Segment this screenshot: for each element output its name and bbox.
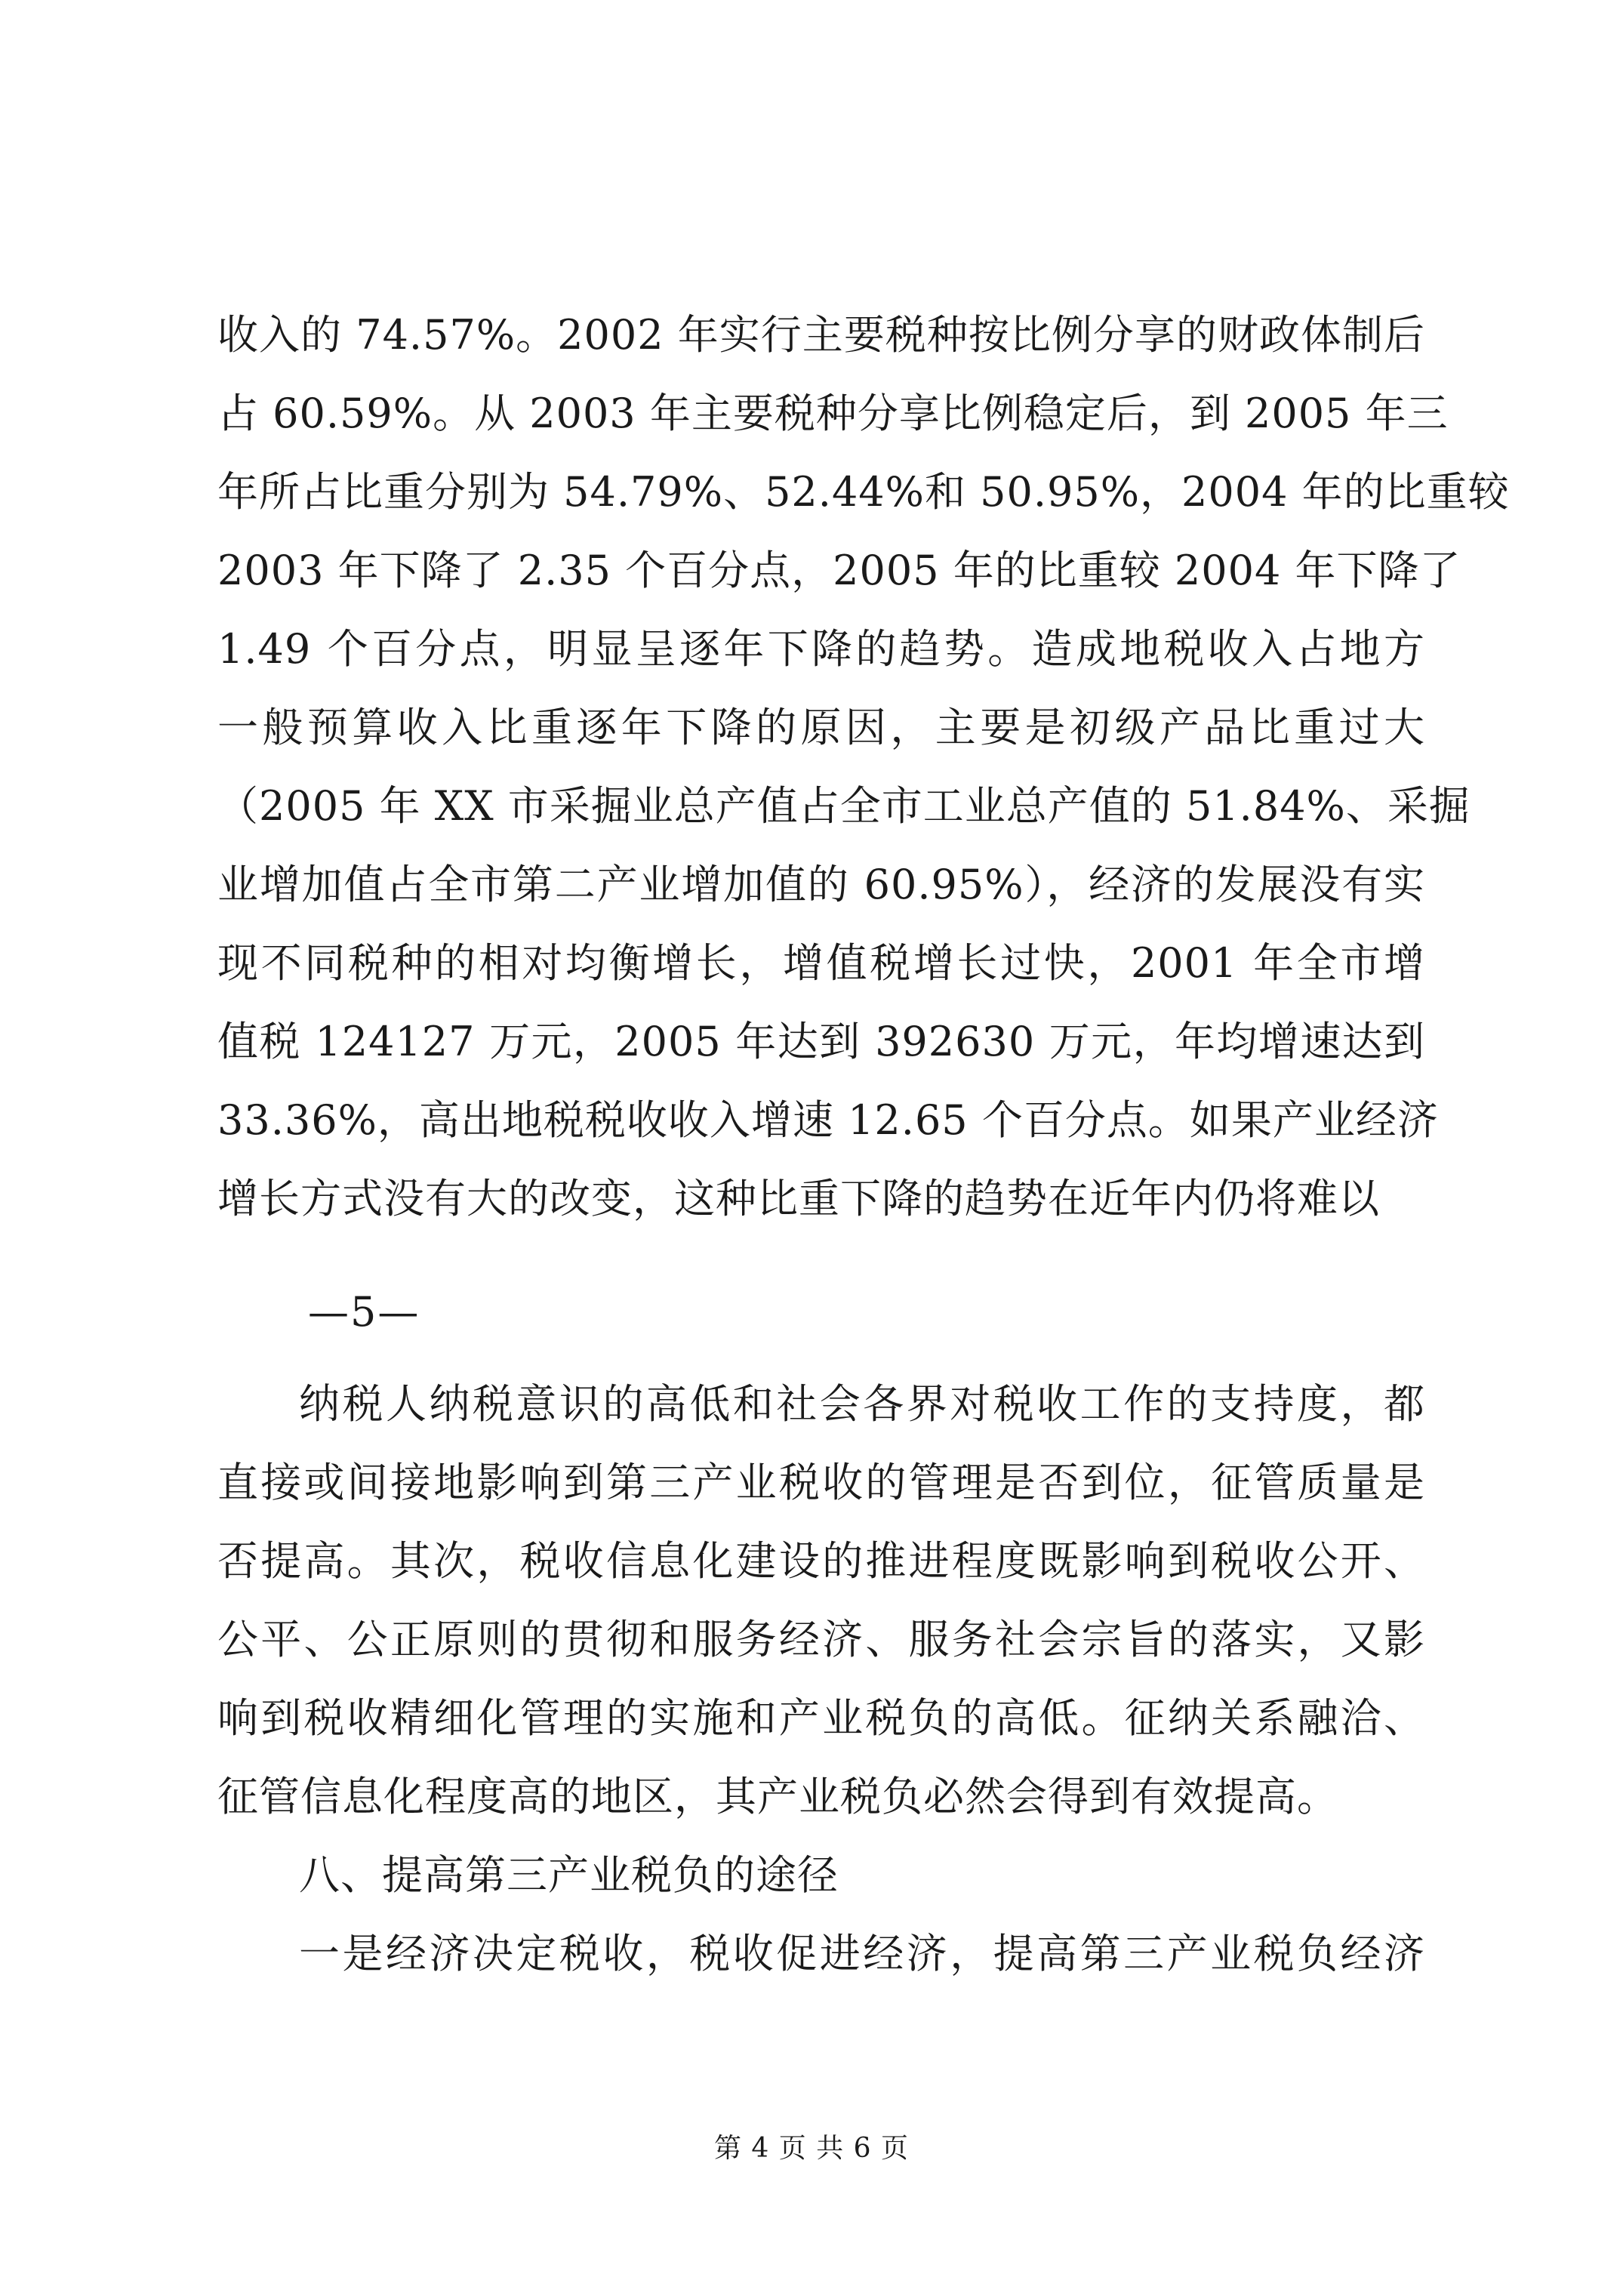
text-line: 33.36%，高出地税税收收入增速 12.65 个百分点。如果产业经济 [217, 1096, 1439, 1144]
text-line: 占 60.59%。从 2003 年主要税种分享比例稳定后，到 2005 年三 [217, 390, 1449, 437]
text-line: （2005 年 XX 市采掘业总产值占全市工业总产值的 51.84%、采掘 [217, 782, 1471, 830]
page-footer: 第 4 页 共 6 页 [713, 2133, 910, 2164]
text-line: 一般预算收入比重逐年下降的原因，主要是初级产品比重过大 [217, 704, 1425, 751]
text-line: 2003 年下降了 2.35 个百分点，2005 年的比重较 2004 年下降了 [217, 547, 1461, 594]
text-line: 响到税收精细化管理的实施和产业税负的高低。征纳关系融洽、 [217, 1694, 1425, 1742]
text-line: 征管信息化程度高的地区，其产业税负必然会得到有效提高。 [217, 1773, 1338, 1820]
inline-page-number: —5— [308, 1288, 420, 1336]
text-line: 1.49 个百分点，明显呈逐年下降的趋势。造成地税收入占地方 [217, 625, 1425, 673]
text-line: 值税 124127 万元，2005 年达到 392630 万元，年均增速达到 [217, 1018, 1425, 1065]
text-line: 直接或间接地影响到第三产业税收的管理是否到位，征管质量是 [217, 1459, 1425, 1506]
text-line: 收入的 74.57%。2002 年实行主要税种按比例分享的财政体制后 [217, 311, 1425, 359]
paragraph [217, 1365, 1425, 1993]
text-line: 否提高。其次，税收信息化建设的推进程度既影响到税收公开、 [217, 1537, 1425, 1585]
section-heading: 八、提高第三产业税负的途径 [299, 1851, 839, 1899]
text-line: 纳税人纳税意识的高低和社会各界对税收工作的支持度，都 [299, 1380, 1425, 1428]
text-line: 现不同税种的相对均衡增长，增值税增长过快，2001 年全市增 [217, 939, 1425, 987]
paragraph-continued [217, 296, 1510, 1238]
text-line: 年所占比重分别为 54.79%、52.44%和 50.95%，2004 年的比重较 [217, 468, 1510, 516]
text-line: 业增加值占全市第二产业增加值的 60.95%），经济的发展没有实 [217, 861, 1425, 908]
text-line: 一是经济决定税收，税收促进经济，提高第三产业税负经济 [299, 1930, 1425, 1977]
text-line: 增长方式没有大的改变，这种比重下降的趋势在近年内仍将难以 [217, 1175, 1380, 1222]
text-line: 公平、公正原则的贯彻和服务经济、服务社会宗旨的落实，又影 [217, 1616, 1425, 1663]
